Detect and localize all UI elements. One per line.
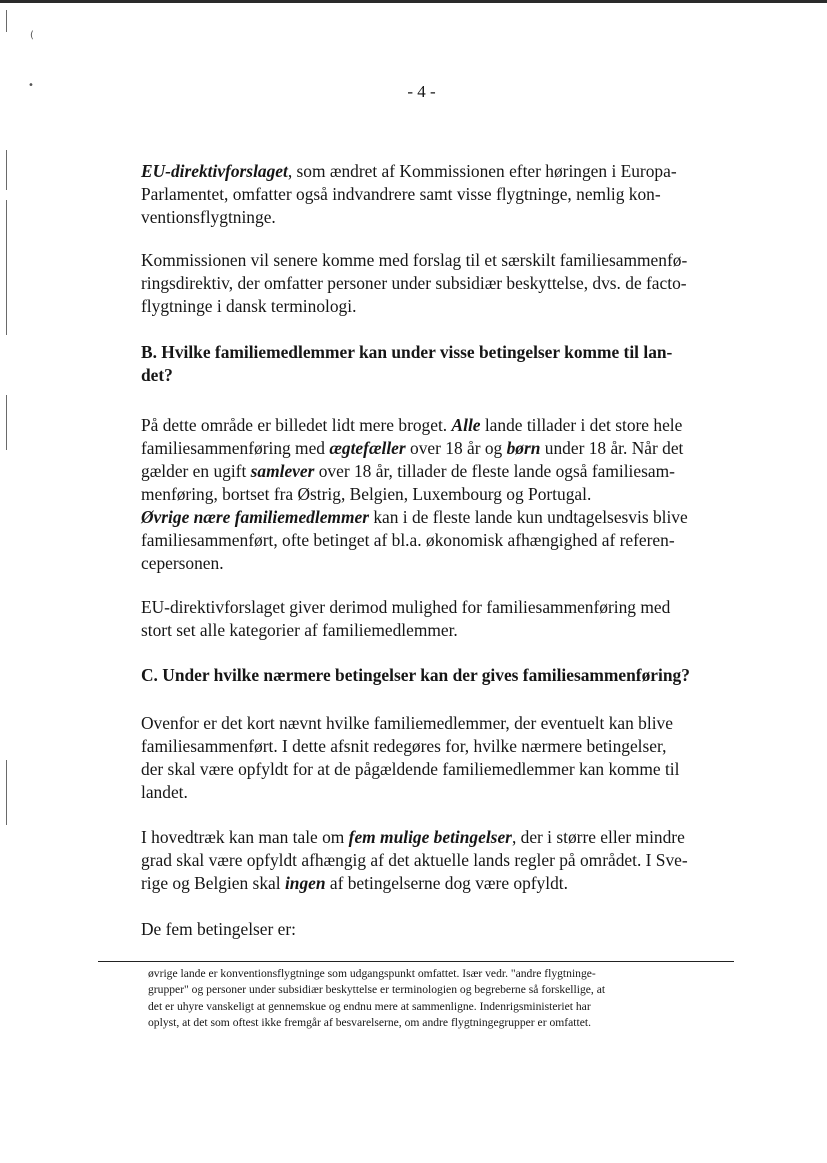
scan-left-edge-mark bbox=[6, 760, 7, 825]
scan-top-edge bbox=[0, 0, 827, 3]
scan-left-edge-mark bbox=[6, 10, 7, 32]
emphasis: Alle bbox=[451, 415, 481, 435]
emphasis: fem mulige betingelser bbox=[348, 827, 512, 847]
emphasis: ingen bbox=[284, 873, 326, 893]
emphasis: ægtefæller bbox=[329, 438, 406, 458]
scan-left-edge-mark bbox=[6, 395, 7, 450]
paragraph-five-conditions: I hovedtræk kan man tale om fem mulige betingelser, der i større eller mindre grad skal være opfyldt afhængig af det aktuelle lands regler på området. I Sve- rige og Belgien skal ingen af betingelserne dog være opfyldt. bbox=[141, 827, 688, 893]
paragraph-conditions-intro: Ovenfor er det kort nævnt hvilke familiemedlemmer, der eventuelt kan blive familiesammenført. I dette afsnit redegøres for, hvilke nærmere betingelser, der skal være opfyldt for at de pågældende familiemedlemmer kan komme til landet. bbox=[141, 713, 680, 802]
emphasis: samlever bbox=[250, 461, 315, 481]
paragraph-eu-directive-scope: EU-direktivforslaget giver derimod mulighed for familiesammenføring med stort set alle kategorier af familiemedlemmer. bbox=[141, 597, 671, 640]
footnote-separator bbox=[98, 961, 734, 962]
paragraph-conditions-list-intro: De fem betingelser er: bbox=[141, 919, 296, 939]
footnote: øvrige lande er konventionsflygtninge som udgangspunkt omfattet. Især vedr. "andre flygtninge- grupper" og personer under subsidiær beskyttelse er terminologien og begreberne så forskellige, at det er uhyre vanskeligt at gennemskue og endnu mere at sammenligne. Indenrigsministeriet har oplyst, at det som oftest ikke fremgår af besvarelserne, om andre flygtningegrupper er omfattet. bbox=[148, 967, 606, 1030]
section-heading-c: C. Under hvilke nærmere betingelser kan der gives familiesammenføring? bbox=[141, 665, 690, 685]
scan-left-edge-mark bbox=[6, 150, 7, 190]
scan-speck: ( bbox=[30, 30, 34, 41]
paragraph-family-members: På dette område er billedet lidt mere broget. Alle lande tillader i det store hele familiesammenføring med ægtefæller over 18 år og børn under 18 år. Når det gælder en ugift samlever over 18 år, tillader de fleste lande også familiesam- menføring, bortset fra Østrig, Belgien, Luxembourg og Portugal. Øvrige nære familiemedlemmer kan i de fleste lande kun undtagelsesvis blive familiesammenført, ofte betinget af bl.a. økonomisk afhængighed af referen- cepersonen. bbox=[141, 415, 688, 573]
section-heading-b: B. Hvilke familiemedlemmer kan under visse betingelser komme til lan- det? bbox=[141, 342, 673, 385]
emphasis: Øvrige nære familiemedlemmer bbox=[141, 507, 369, 527]
emphasis: børn bbox=[506, 438, 541, 458]
scan-left-edge-mark bbox=[6, 200, 7, 335]
paragraph-eu-directive: EU-direktivforslaget, som ændret af Kommissionen efter høringen i Europa- Parlamentet, omfatter også indvandrere samt visse flygtninge, nemlig kon- ventionsflygtninge. bbox=[141, 161, 677, 227]
emphasis: EU-direktivforslaget bbox=[141, 161, 288, 181]
paragraph-commission: Kommissionen vil senere komme med forslag til et særskilt familiesammenfø- ringsdirektiv, der omfatter personer under subsidiær beskyttelse, dvs. de facto- flygtninge i dansk terminologi. bbox=[141, 250, 688, 316]
page-number: - 4 - bbox=[407, 82, 436, 101]
scan-speck: • bbox=[28, 80, 34, 91]
